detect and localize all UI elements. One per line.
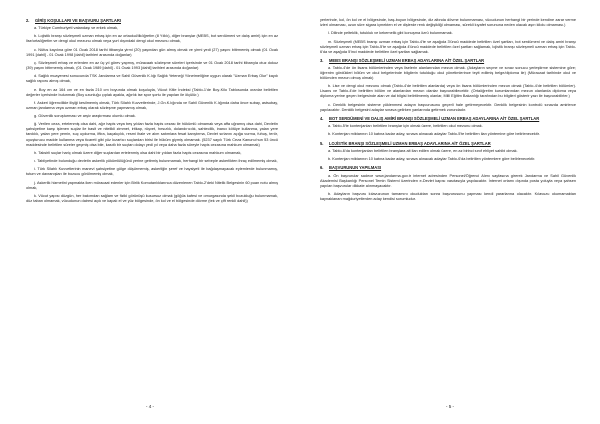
item-g: g. Güvenlik soruşturması ve arşiv araştırması olumlu olmak. [34, 114, 136, 119]
section-title: LOJİSTİK BRANŞI SÖZLEŞMELİ UZMAN ERBAŞ ADAYLARINA AİT ÖZEL ŞARTLAR [329, 140, 491, 146]
continuation-paragraph: yerlerinde, kol, ön kol ve el bölgesinde, baş-boyun bölgesinde, diz altında dövme bulunmaması, vücudunun herhangi bir yerinde kendine zarar verme izleri olmaması, uzun süre sigara içmekten el ve dişlerde renk değişikliği olmaması, sürekli kıyafet sorununa neden olacak aşırı kilolu olmaması.) [320, 18, 576, 28]
section-6-item-a: a. Ön başvurular sadece www.jandarma.gov.tr internet adresinden Personel/Öğrenci Alımı sayfasına girerek Jandarma ve Sahil Güvenlik Akademisi Başkanlığı Personel Temin Sistemi üzerinden e-Devlet kapısı vasıtasıyla yapılacaktır. İnternet ortamı dışında posta yoluyla veya şahsen yapılan başvurular dikkate alınmayacaktır. [320, 173, 576, 188]
item-c-cedilla: ç. Sözleşmeli erbaş ve erlerden en az üç yıl görev yapmış, müracaatı sözleşme süreleri içerisinde ve 01 Ocak 2018 tarihi itibarıyla otuz dokuz (39) yaşını bitirmemiş olmak, (01 Ocak 1989 [dahil] - 01 Ocak 1993 [dahil] tarihleri arasında doğanlar) [26, 61, 278, 71]
section-title: BAŞVURUNUN YAPILMASI [329, 165, 382, 171]
section-6-item-b: b. Adayların başvuru kılavuzunun tamamını okuduktan sonra başvurusunu yapması kendi yararlarına olacaktır. Kılavuzu okumamaktan kaynaklanan mağduriyetlerden aday kendisi sorumludur. [320, 191, 576, 201]
section-number: 3. [320, 57, 324, 63]
item-k: k. Vücut yapısı düzgün, her bakımdan sağlam ve fiziki görünüşü kusursuz olmak (göğüs kafesi ve omurgasında şekil bozukluğu bulunmamak, düz taban olmamak, vücudunun dairesi açık ve kapalı el ve yüz bölgesinde, ön kol ve el bölgesinde dövme (tek ve çift renkli dahil)) [26, 193, 278, 203]
page-number-left: - 4 - [145, 404, 155, 409]
item-d: d. Sağlık muayenesi sonucunda TSK Jandarma ve Sahil Güvenlik K.lığı Sağlık Yeteneği Yönetmeliğine uygun olarak "Uzman Erbaş Olur" kaydı sağlık raporu almış olmak, [26, 74, 278, 84]
item-e: e. Boy en az 164 cm ve en fazla 210 cm boyunda olmak koşuluyla, Vücut Kitle İndeksi (Tablo-1'de Boy-Kilo Tablosunda oranlar belirtilen değerler içerisinde bulunmak (Boy uzunluğu çıplak ayakla, ağırlık ise spor şortu ile yapılan ile ölçülür.) [26, 87, 278, 97]
item-j: j. Askerlik hizmetini yapmakta iken müracaat edenler için Birlik Komutanlıklarınca düzenlenen Tablo-2'deki Nitelik Belgesinin 60 puan notu almış olmak, [26, 180, 279, 190]
section-number: 5. [320, 140, 324, 146]
item-a: a. Türkiye Cumhuriyeti vatandaşı ve erkek olmak, [34, 26, 119, 31]
page-5-text [320, 18, 576, 205]
item-l: l. Dilinde pelteklik, tutukluk ve kekemelik gibi konuşma özrü bulunmamak. [328, 31, 453, 36]
section-4-item-a: a. Tablo-5'te kontenjanları belirtilen branşlar için olmak üzere, belirtilen okul mezunu olmak. [328, 124, 483, 129]
section-3-item-b: b. Lise ve dengi okul mezunu olmak (Tablo-4'de belirtilen alanlarda) veya ön lisans bölümlerinden mezun olmak (Tablo-4'de belirtilen bölümler). Lisans ve Tablo-4'de belirtilen bölüm ve alanlardan mezun olanlar başvurabilecektir. (Ortaöğretim kurumlarından mezun olanlarda diploma veya diploma yerine geçen belgesinde alan ve dal bilgisi belirtilmemiş olanlar, Milli Eğitim Bakanlığı tarafından bu bilgileri gösterir yazı ile başvurabilirler.) [320, 84, 576, 99]
item-m: m. Sözleşmeli (MEBS branşı uzman erbaş için Tablo-4'te ve aşağıda 3'üncü maddede belirtilen özel şartları, bot serdümeni ve dalış amiri branşı sözleşmeli uzman erbaş için Tablo-5'te ve aşağıda 4'üncü maddede belirtilen özel şartları sağlamak, lojistik branşı sözleşmeli uzman erbaş için Tablo-6'da ve aşağıda 5'inci maddede belirtilen özel şartları sağlamak. [320, 39, 576, 54]
section-5-item-b: b. Kontenjan miktarının 10 katına kadar aday, sınava alınacak adaylar Tablo-6'da belirtilen yöntemlere göre belirlenecektir. [328, 157, 536, 162]
item-f: f. Askeri öğrencilikle ilişiği kesilmemiş olmak, Türk Silahlı Kuvvetlerinde, J.Gn.K.lığında ve Sahil Güvenlik K.lığında daha önce subay, astsubay, uzman jandarma veya uzman erbaş olarak sözleşme yapmamış olmak, [26, 100, 278, 110]
section-title: GİRİŞ KOŞULLARI VE BAŞVURU ŞARTLARI [35, 18, 121, 23]
section-number: 4. [320, 115, 324, 121]
section-4-heading [320, 116, 576, 121]
section-4-item-b: b. Kontenjan miktarının 10 katına kadar aday, sınava alınacak adaylar Tablo-5'te belirtilen ilan yöntemine göre belirlenecektir. [328, 132, 540, 137]
section-6-heading [320, 165, 576, 170]
item-b: b. Lojistik branşı sözleşmeli uzman erbaş için en az ortaokul/ilköğretim (8 Yıllık), diğer branşlar (MEBS, bot serdümeni ve dalış amiri) için en az lise/ortaöğretim ve dengi okul mezunu olmak veya yurt dışındaki dengi okul mezunu olmak, [26, 34, 278, 44]
item-i: i. Türk Silahlı Kuvvetlerinin manevi şahsiyetine gölge düşürmemiş, askerliğin şeref ve haysiyeti ile bağdaşmayacak eylemlerde bulunmamış, tutum ve davranışları ile bozucu görülmemiş olmak, [26, 167, 278, 177]
section-title: BOT SERDÜMENİ VE DALIŞ AMİRİ BRANŞI SÖZLEŞMELİ UZMAN ERBAŞ ADAYLARINA AİT ÖZEL ŞARTLAR [329, 115, 540, 121]
section-number: 2. [26, 18, 30, 23]
section-5-item-a: a. Tablo-6'da kontenjanları belirtilen branşlara ait ilan edilen olmak üzere, en az birinci sınıf ehliyet sahibi olmak. [328, 148, 518, 153]
item-c: c. Nüfus kaydına göre 01 Ocak 2018 tarihi itibarıyla yirmi (20) yaşından gün almış olmak ve yirmi yedi (27) yaşını bitirmemiş olmak (01 Ocak 1991 [dahil] - 01 Ocak 1998 [dahil] tarihleri arasında doğanlar) [26, 47, 278, 57]
document-page-right [300, 0, 600, 424]
page-4-text [26, 18, 278, 207]
item-i-dotless: ı. Tabiiyetinde bulunduğu devletin askerlik yükümlülüğünü yerine getirmiş bulunmamak, herhangi bir sebeple askerlikten ihraç edilmemiş olmak, [34, 159, 278, 164]
page-number-right: - 5 - [445, 404, 455, 409]
section-3-item-a: a. Tablo-4'de ön lisans bölümlerinden veya liselerin alanlarından mezun olmak. (Adayların seçme ve sınav sonucu yerleştirme sistemine göre; öğrenim gördükleri bölüm ve okul belgelerinde bilgilerin tutulduğu okul yönetimlerince teyit edilmiş belge/diploma ile) (Müracaat tarihinde okul ve bölümden mezun olmuş olmak) [320, 66, 576, 81]
section-5-heading [320, 141, 576, 146]
section-2-heading [26, 18, 278, 23]
section-number: 6. [320, 165, 324, 171]
section-3-item-c: c. Denklik belgesinin sisteme yüklenmesi adayın başvurusunu geçerli hale getirmeyecektir. Denklik belgesinin kontrolü sınavda amirlerce yapılacaktır. Denklik belgesini adaylar sınava gelirken yanlarında getirmek zorundadır. [320, 102, 576, 112]
section-3-heading [320, 58, 576, 63]
section-title: MEBS BRANŞI SÖZLEŞMELİ UZMAN ERBAŞ ADAYLARINA AİT ÖZEL ŞARTLAR [329, 57, 485, 63]
item-h: h. Taksirli suçlar hariç olmak üzere diğer suçlardan ertelenmiş olsa dahi bir yıldan fazla hapis cezasına mahkum olmamak, [34, 150, 242, 155]
item-g-breve: ğ. Verilen ceza, ertelenmiş olsa dahi, ağır hapis veya beş yıldan fazla hapis cezası ile hükümlü olmamak veya affa uğramış olsa dahi, Devletin şahsiyetine karşı işlenen suçlar ile basit ve nitelikli zimmet, irtikap, rüşvet, hırsızlık, dolandırıcılık, sahtecilik, inancı kötüye kullanma, yalan yere tanıklık, yalan yere yemin, suç uydurma, iftira, kaçakçılık, resmi ihale ve alım satımlara fesat karıştırma, Devlet sırlarını açığa vurma, fuhuş, terör, uyuşturucu madde kullanma veya ticareti gibi yüz kızartıcı suçlardan birisi ile hüküm giymiş olmamak. (5237 sayılı Türk Ceza Kanunu'nun 53 üncü maddesinde belirtilen süreler geçmiş olsa bile, kasıtlı bir suçtan dolayı yedi yıl veya daha fazla süreyle hapis cezasına mahkum olmamak) [26, 122, 278, 147]
